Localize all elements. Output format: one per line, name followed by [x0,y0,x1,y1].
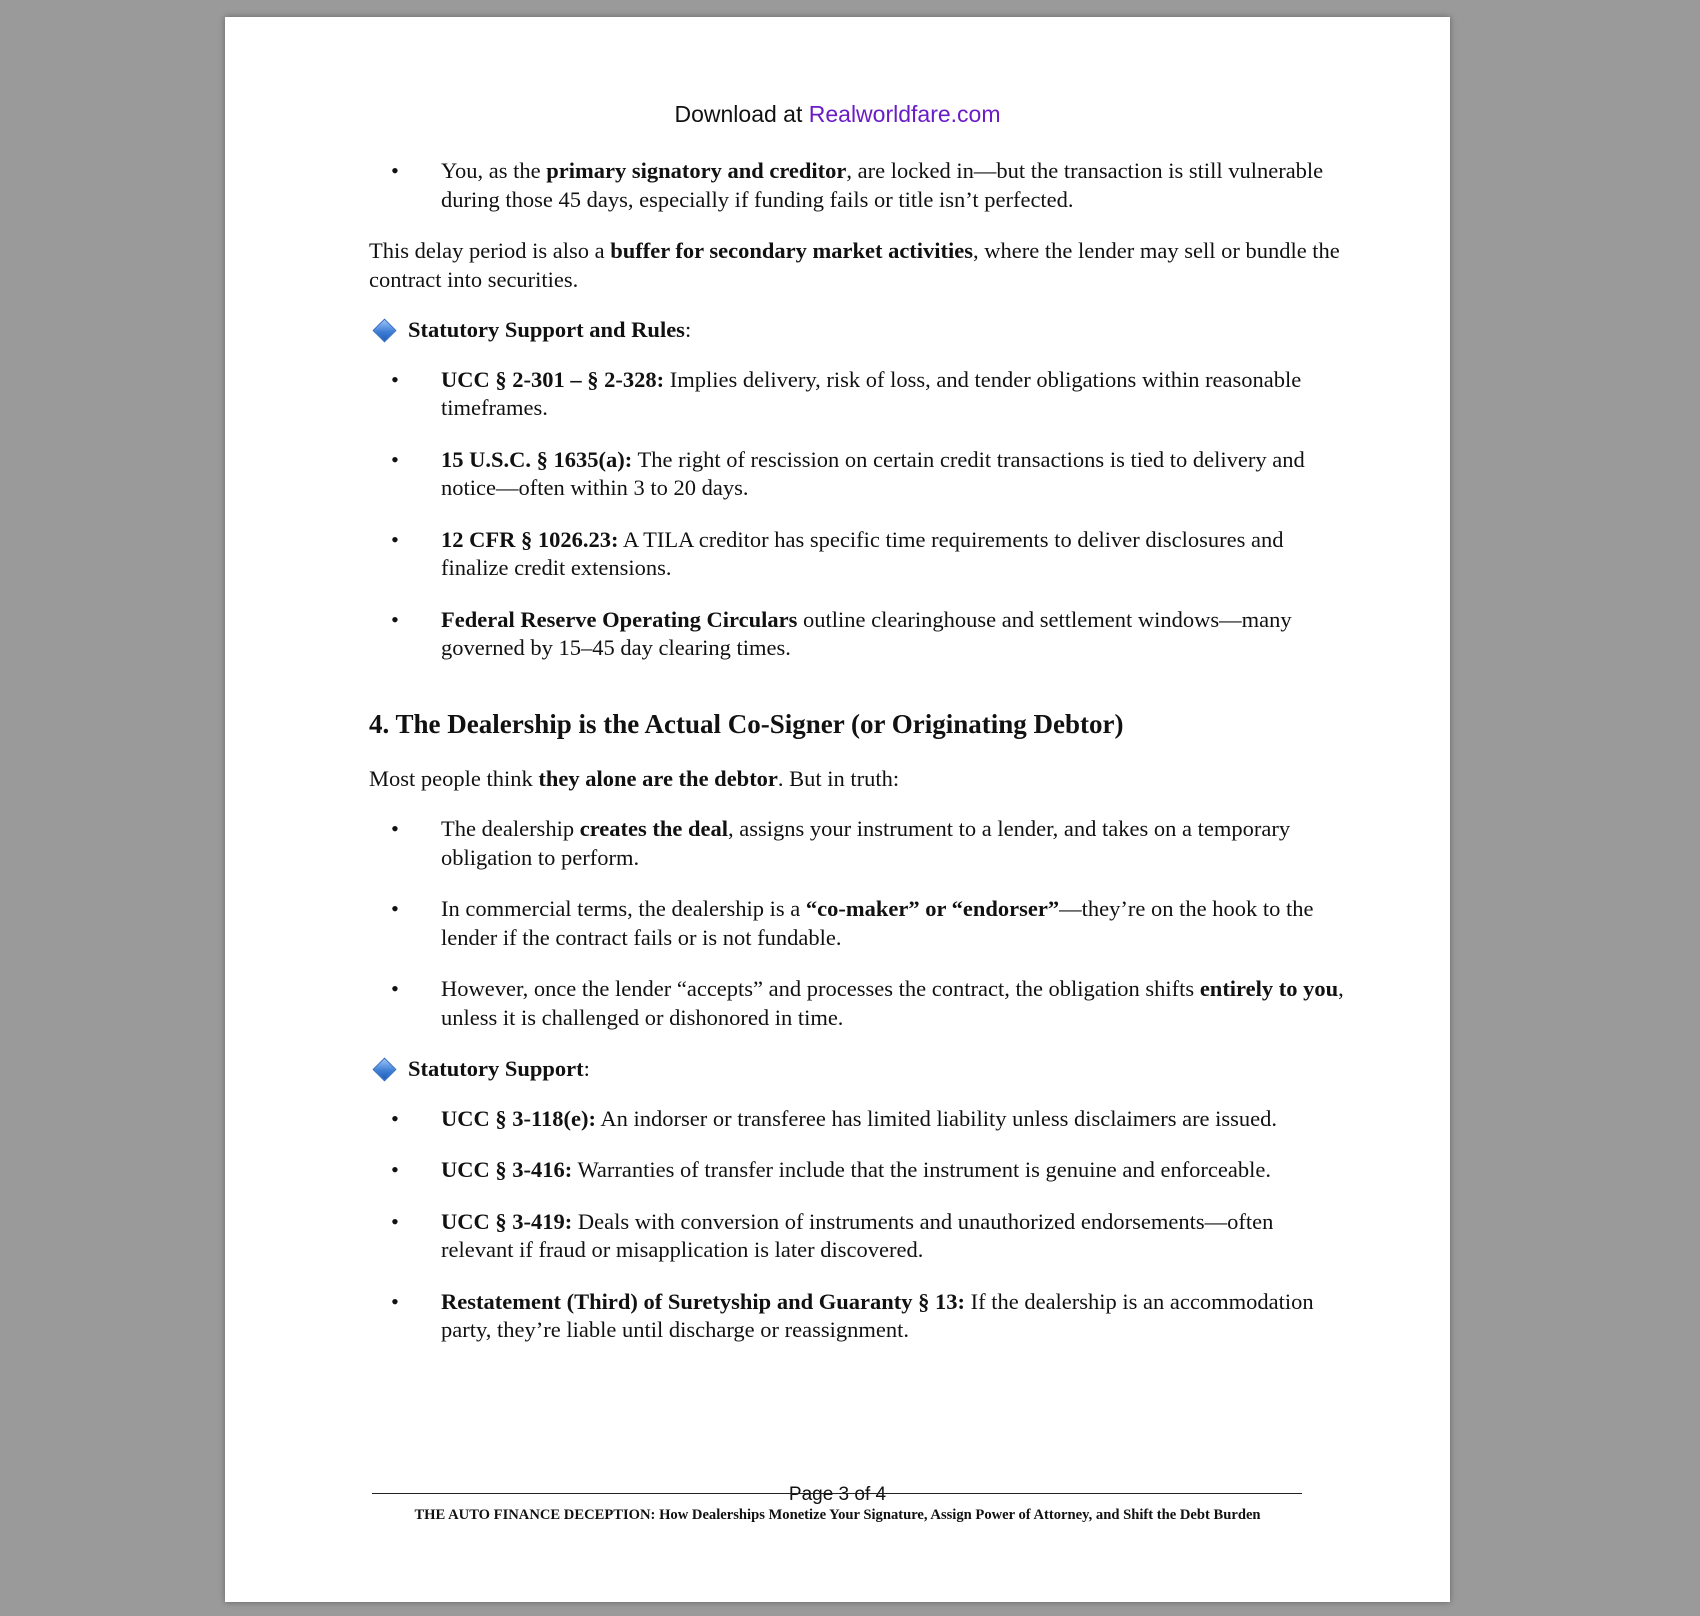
realworldfare-link[interactable]: Realworldfare.com [808,101,1001,127]
list-item: • UCC § 3-419: Deals with conversion of instruments and unauthorized endorsements—often relevant if fraud or misapplication is later discovered. [391,1208,1274,1262]
section-4-bullet-list [369,815,1349,1032]
statutory-rules-heading: Statutory Support and Rules: [369,316,1349,345]
bullet-icon: • [391,896,399,921]
download-prefix: Download at [674,101,809,127]
document-page [225,17,1450,1602]
list-item: • The dealership creates the deal, assigns your instrument to a lender, and takes on a temporary obligation to perform. [391,816,1291,870]
blue-diamond-icon [372,318,396,342]
bullet-icon: • [391,366,399,392]
section-4-heading: 4. The Dealership is the Actual Co-Signer (or Originating Debtor) [369,708,1124,739]
list-item: • Federal Reserve Operating Circulars outline clearinghouse and settlement windows—many governed by 15–45 day clearing times. [391,606,1292,660]
page-number: Page 3 of 4 [788,1484,887,1505]
bullet-icon: • [391,1105,399,1131]
bullet-icon: • [391,158,399,183]
list-item: • UCC § 3-118(e): An indorser or transferee has limited liability unless disclaimers are issued. [369,1105,1349,1134]
delay-paragraph: This delay period is also a buffer for secondary market activities, where the lender may sell or bundle the contract into securities. [369,238,1340,292]
blue-diamond-icon [372,1057,396,1081]
page-content [369,157,1349,1368]
bullet-icon: • [391,446,399,472]
intro-bullet-list [369,157,1349,214]
bullet-icon: • [391,606,399,632]
download-header [225,101,1450,128]
list-item: • 12 CFR § 1026.23: A TILA creditor has specific time requirements to deliver disclosures and finalize credit extensions. [391,526,1284,580]
bullet-icon: • [391,1288,399,1314]
list-item: • In commercial terms, the dealership is a “co-maker” or “endorser”—they’re on the hook to the lender if the contract fails or is not fundable. [391,896,1314,950]
bullet-icon: • [391,976,399,1001]
bullet-icon: • [391,526,399,552]
list-item: • UCC § 2-301 – § 2-328: Implies delivery, risk of loss, and tender obligations within reasonable timeframes. [391,366,1302,420]
statutory-rules-list [369,366,1349,663]
list-item: • You, as the primary signatory and creditor, are locked in—but the transaction is still vulnerable during those 45 days, especially if funding fails or title isn’t perfected. [391,158,1324,212]
bullet-icon: • [391,1208,399,1234]
footer-divider [372,1493,1302,1494]
list-item: • Restatement (Third) of Suretyship and Guaranty § 13: If the dealership is an accommodation party, they’re liable until discharge or reassignment. [391,1288,1314,1342]
bullet-icon: • [391,816,399,841]
list-item: • UCC § 3-416: Warranties of transfer include that the instrument is genuine and enforceable. [369,1156,1349,1185]
bullet-icon: • [391,1157,399,1182]
statutory-support-heading: Statutory Support: [369,1055,1349,1084]
section-4-intro: Most people think they alone are the debtor. But in truth: [369,765,900,791]
footer-document-title: THE AUTO FINANCE DECEPTION: How Dealerships Monetize Your Signature, Assign Power of Attorney, and Shift the Debt Burden [414,1507,1261,1523]
list-item: • 15 U.S.C. § 1635(a): The right of rescission on certain credit transactions is tied to delivery and notice—often within 3 to 20 days. [391,446,1305,500]
statutory-support-list [369,1105,1349,1345]
list-item: • However, once the lender “accepts” and processes the contract, the obligation shifts entirely to you, unless it is challenged or dishonored in time. [391,976,1344,1030]
